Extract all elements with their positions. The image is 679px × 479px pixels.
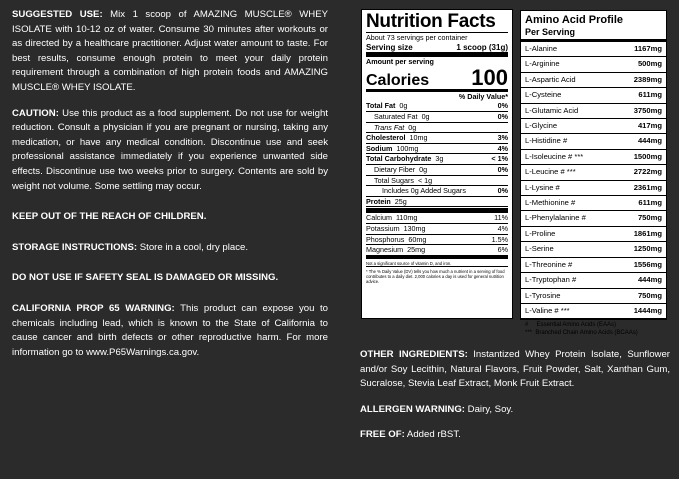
nutrient-row [366,197,508,208]
serving-size-label: Serving size [366,42,413,52]
allergen-text: Dairy, Soy. [467,403,514,415]
free-of-text: Added rBST. [406,429,461,441]
nutrient-amount: 100mg [396,143,419,153]
nutrient-amount: 0g [421,111,430,121]
nutrient-label: Saturated Fat [374,111,418,121]
amino-name: L-Alanine [525,44,558,53]
footnote-vitamin: Not a significant source of vitamin D, and iron. [366,260,452,266]
amino-name: L-Methionine # [525,198,576,208]
nutrition-title: Nutrition Facts [366,11,496,32]
caution-text: Use this product as a food supplement. Do not use for weight reduction. Consult a physician if you are pregnant or nursing, taking any medication, or have any medical condition. Discontinue use and seek professional assistance immediately if you experience unwanted side effects. Discontinue use two weeks prior to surgery. Contents are sold by weight not volume. Some settling may occur. [12,107,328,192]
mineral-row [366,235,508,246]
amino-name: L-Aspartic Acid [525,74,576,84]
amino-name: L-Valine # *** [525,305,570,315]
keep-out-warning [12,210,328,225]
amino-name: L-Serine [525,244,554,254]
left-label-text [12,8,328,360]
nutrient-row [366,176,508,187]
amino-value: 444mg [637,275,662,285]
nutrient-row [366,133,508,144]
mineral-row [366,213,508,224]
prop65-warning [12,302,328,360]
amino-value: 2361mg [633,182,662,192]
mineral-amount: 60mg [408,234,427,244]
suggested-use-text: Mix 1 scoop of AMAZING MUSCLE® WHEY ISOLATE with 10-12 oz of water. Consume 30 minutes after workouts or as directed by a healthcare practitioner. Adjust water amount to taste. For best results, consume enough protein to meet your daily protein requirement through a combination of high protein foods and AMAZING MUSCLE® WHEY ISOLATE. [12,9,328,93]
footnote-dv: * The % Daily Value (DV) tells you how much a nutrient in a serving of food contributes to a daily diet. 2,000 calories a day is used for general nutrition advice. [366,268,505,285]
suggested-use [12,8,328,96]
dv-header-text: % Daily Value* [458,91,508,101]
other-ingredients-label: OTHER INGREDIENTS: [360,349,468,360]
amino-value: 3750mg [633,105,662,115]
mineral-amount: 130mg [403,223,426,233]
mineral-label: Potassium [366,223,400,233]
amino-row [521,273,666,288]
mineral-row [366,224,508,235]
nutrient-label: Protein [366,196,391,206]
amino-name: L-Arginine [525,59,560,69]
nutrient-label: Total Sugars [374,175,414,185]
amino-subtitle: Per Serving [521,27,666,42]
free-of-label: FREE OF: [360,429,405,441]
amino-row [521,227,666,242]
amino-value: 444mg [637,136,662,146]
amino-name: L-Leucine # *** [525,167,576,177]
free-of [360,428,670,443]
amino-row [521,289,666,304]
amino-value: 417mg [637,121,662,131]
nutrition-facts-panel [361,9,513,319]
keep-out-text: KEEP OUT OF THE REACH OF CHILDREN. [12,211,207,223]
amino-name: L-Cysteine [525,90,562,100]
mineral-dv: 11% [494,213,508,223]
amino-row [521,196,666,211]
nutrient-dv: 4% [497,143,508,153]
amino-row [521,134,666,149]
serving-size-value: 1 scoop (31g) [456,42,508,52]
amino-value: 750mg [637,290,662,300]
nutrient-amount: 25g [394,196,407,206]
amino-value: 611mg [638,90,662,100]
amount-per-text: Amount per serving [366,57,434,67]
nutrient-amount: 3g [435,154,444,164]
amino-value: 1250mg [633,244,662,254]
storage-label: STORAGE INSTRUCTIONS: [12,241,138,253]
amino-row [521,57,666,72]
amino-value: 1444mg [633,305,662,315]
seal-warning [12,271,328,286]
nutrient-amount: < 1g [417,175,433,185]
nutrient-dv: 0% [497,101,508,111]
amino-name: L-Proline [525,228,556,238]
nutrient-dv: 0% [497,186,508,196]
nutrient-dv: 0% [497,111,508,121]
allergen-warning [360,403,670,418]
nutrient-label: Total Carbohydrate [366,154,432,164]
storage-text: Store in a cool, dry place. [139,241,249,253]
nutrient-label: Trans Fat [374,122,405,132]
amino-name: L-Tryptophan # [525,275,577,285]
amino-name: L-Lysine # [525,182,560,192]
nutrient-label: Includes 0g Added Sugars [382,186,466,196]
nutrient-row [366,186,508,197]
serving-size [366,43,508,53]
amino-row [521,258,666,273]
amino-row [521,165,666,180]
mineral-row [366,245,508,256]
prop65-label: CALIFORNIA PROP 65 WARNING: [12,302,175,314]
nutrient-label: Total Fat [366,101,396,111]
mineral-label: Calcium [366,213,392,223]
suggested-use-label: SUGGESTED USE: [12,9,103,20]
calories-value: 100 [471,64,508,90]
nutrient-amount: 10mg [409,133,428,143]
legend-eaa: # Essential Amino Acids (EAAs) [525,322,617,329]
allergen-label: ALLERGEN WARNING: [360,403,465,415]
nutrient-row [366,154,508,165]
amino-name: L-Phenylalanine # [525,213,586,223]
seal-warning-text: DO NOT USE IF SAFETY SEAL IS DAMAGED OR MISSING. [12,272,279,284]
nutrient-row [366,101,508,112]
amino-name: L-Glutamic Acid [525,105,579,115]
amino-value: 500mg [637,59,662,69]
amino-row [521,88,666,103]
nutrient-amount: 0g [399,101,408,111]
legend-bcaa: *** Branched Chain Amino Acids (BCAAs) [525,330,638,337]
amino-row [521,242,666,257]
servings-text: About 73 servings per container [366,33,468,42]
amino-name: L-Threonine # [525,259,573,269]
amino-title: Amino Acid Profile [525,14,623,26]
other-ingredients [360,348,670,392]
amino-name: L-Glycine [525,121,558,131]
caution [12,107,328,195]
mineral-label: Magnesium [366,245,404,255]
nutrient-amount: 0g [419,164,428,174]
amino-row [521,119,666,134]
amino-name: L-Tyrosine [525,290,561,300]
amino-row [521,211,666,226]
amino-row [521,73,666,88]
nutrient-dv: < 1% [491,154,508,164]
calories-label: Calories [366,71,430,89]
nutrient-row [366,112,508,123]
nutrient-row [366,123,508,134]
other-ingredients-text: Instantized Whey Protein Isolate, Sunflower and/or Soy Lecithin, Natural Flavors, Fruit Powder, Salt, Xanthan Gum, Sucralose, Stevia Leaf Extract, Monk Fruit Extract. [360,349,670,390]
amino-value: 611mg [638,198,662,208]
mineral-label: Phosphorus [366,234,405,244]
nutrient-amount: 0g [408,122,417,132]
nutrient-label: Sodium [366,143,393,153]
amino-value: 2389mg [633,74,662,84]
mineral-amount: 110mg [395,213,418,223]
amino-row [521,104,666,119]
nutrient-row [366,144,508,155]
amino-acid-profile-panel [520,10,667,337]
storage-instructions [12,241,328,256]
mineral-dv: 6% [497,245,508,255]
nutrient-label: Cholesterol [366,133,406,143]
servings-per-container [366,33,508,43]
nutrient-dv: 3% [497,133,508,143]
amino-row [521,181,666,196]
nutrient-label: Dietary Fiber [374,164,416,174]
amino-name: L-Isoleucine # *** [525,151,584,161]
mineral-dv: 4% [497,223,508,233]
prop65-text: This product can expose you to chemicals including lead, which is known to the State of California to cause cancer and birth defects or other reproductive harm. For more information go to www.P65Warnings.ca.gov. [12,302,329,358]
daily-value-header [366,92,508,102]
amino-name: L-Histidine # [525,136,568,146]
amino-row [521,42,666,57]
amino-value: 1556mg [633,259,662,269]
amino-value: 1167mg [634,44,662,53]
nutrient-row [366,165,508,176]
nutrient-dv: 0% [497,164,508,174]
amino-value: 2722mg [633,167,662,177]
amino-value: 1500mg [633,151,662,161]
mineral-dv: 1.5% [491,234,508,244]
amino-value: 1861mg [633,228,662,238]
calories-row [366,64,508,90]
mineral-amount: 25mg [407,245,426,255]
amino-value: 750mg [637,213,662,223]
amino-row [521,304,666,319]
amino-row [521,150,666,165]
caution-label: CAUTION: [12,107,59,119]
right-label-text [360,348,670,443]
amino-legend [521,319,666,339]
